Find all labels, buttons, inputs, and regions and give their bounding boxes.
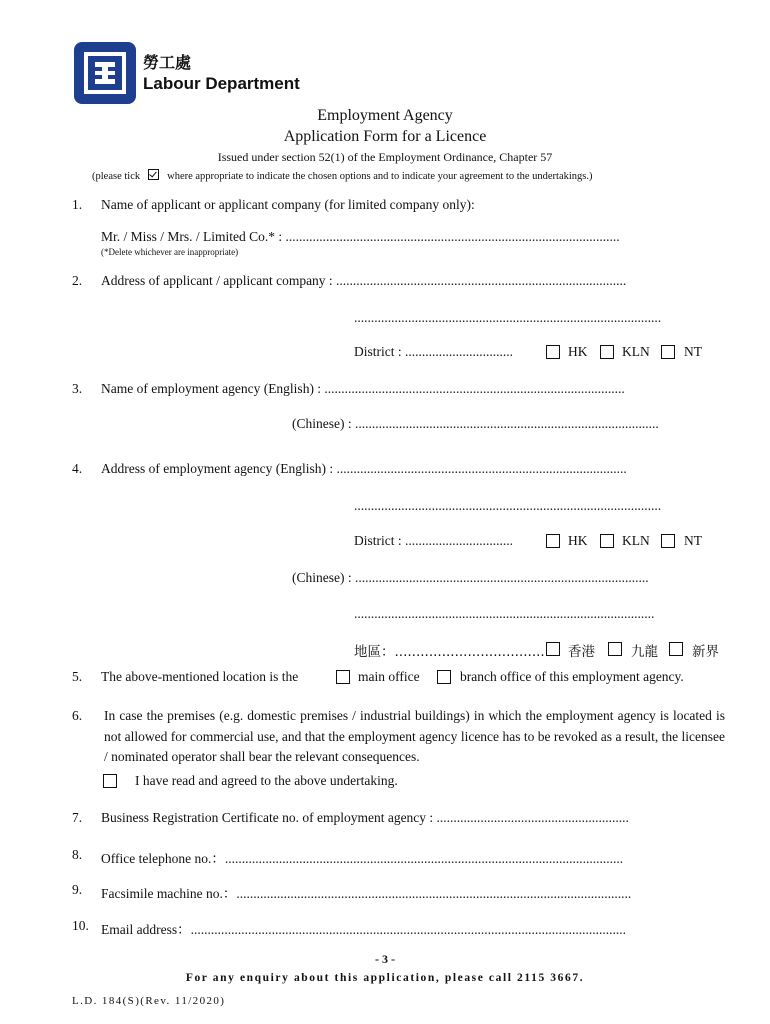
q4-cn-kln-label: 九龍 [631, 644, 658, 660]
undertaking-agree-label: I have read and agreed to the above undertaking. [135, 773, 398, 788]
org-name-english: Labour Department [143, 74, 300, 93]
q4-kln-label: KLN [622, 533, 650, 548]
q1-label: Name of applicant or applicant company (for limited company only): [101, 197, 475, 212]
q2-nt-label: NT [684, 344, 702, 359]
tick-example-icon [148, 169, 159, 180]
form-issued-under: Issued under section 52(1) of the Employment Ordinance, Chapter 57 [217, 150, 553, 164]
applicant-address-line2[interactable]: ........................................................................................... [354, 310, 662, 325]
q3-number: 3. [72, 381, 83, 396]
br-certificate-field[interactable]: Business Registration Certificate no. of employment agency : ......................................................... [101, 810, 629, 825]
q4-nt-checkbox[interactable] [661, 534, 675, 548]
q1-note: (*Delete whichever are inappropriate) [101, 247, 239, 257]
q1-number: 1. [72, 197, 83, 212]
applicant-district-field[interactable]: District : ................................ [354, 344, 513, 359]
q6-undertaking-text: In case the premises (e.g. domestic premises / industrial buildings) in which the employment agency is located is not allowed for commercial use, and that the employment agency licence has to be revoked as a result, the licensee / nominated operator shall bear the relevant consequences. [104, 708, 725, 764]
q2-kln-label: KLN [622, 344, 650, 359]
agency-address-chinese-field[interactable]: (Chinese) : ....................................................................................... [292, 570, 649, 585]
q7-number: 7. [72, 810, 83, 825]
form-code: L.D. 184(S)(Rev. 11/2020) [72, 995, 226, 1007]
tick-instruction-prefix: (please tick [92, 171, 141, 182]
q2-hk-label: HK [568, 344, 588, 359]
labour-department-logo [74, 42, 136, 104]
page-number: - 3 - [375, 952, 395, 966]
q4-hk-label: HK [568, 533, 588, 548]
branch-office-checkbox[interactable] [437, 670, 451, 684]
agency-district-chinese-field[interactable]: 地區：................................... [354, 644, 545, 660]
main-office-checkbox[interactable] [336, 670, 350, 684]
q4-cn-hk-label: 香港 [568, 644, 595, 660]
q8-number: 8. [72, 847, 83, 862]
q4-kln-checkbox[interactable] [600, 534, 614, 548]
branch-office-label: branch office of this employment agency. [460, 669, 684, 684]
agency-name-chinese-field[interactable]: (Chinese) : .......................................................................................... [292, 416, 659, 431]
agency-address-chinese-line2[interactable]: ......................................................................................... [354, 606, 655, 621]
agency-district-field[interactable]: District : ................................ [354, 533, 513, 548]
q4-number: 4. [72, 461, 83, 476]
q4-nt-label: NT [684, 533, 702, 548]
agency-address-english-line2[interactable]: ........................................................................................... [354, 498, 662, 513]
agency-address-english-field[interactable]: Address of employment agency (English) : ...................................................................................... [101, 461, 627, 476]
q2-kln-checkbox[interactable] [600, 345, 614, 359]
tick-instruction-suffix: where appropriate to indicate the chosen options and to indicate your agreement to the undertakings.) [167, 171, 593, 182]
q2-hk-checkbox[interactable] [546, 345, 560, 359]
q4-cn-hk-checkbox[interactable] [546, 642, 560, 656]
q9-number: 9. [72, 882, 83, 897]
enquiry-line: For any enquiry about this application, please call 2115 3667. [185, 972, 585, 984]
form-title-line1: Employment Agency [317, 107, 453, 124]
q5-label: The above-mentioned location is the [101, 669, 299, 684]
agency-name-english-field[interactable]: Name of employment agency (English) : ......................................................................................... [101, 381, 625, 396]
main-office-label: main office [358, 669, 420, 684]
tick-instruction [92, 169, 593, 182]
q4-hk-checkbox[interactable] [546, 534, 560, 548]
org-name-chinese: 勞工處 [143, 53, 192, 72]
q2-nt-checkbox[interactable] [661, 345, 675, 359]
applicant-name-field[interactable]: Mr. / Miss / Mrs. / Limited Co.* : ................................................................................................... [101, 229, 620, 244]
email-address-field[interactable]: Email address：................................................................................................................................. [101, 922, 626, 937]
q4-cn-nt-label: 新界 [692, 644, 719, 660]
q2-number: 2. [72, 273, 83, 288]
applicant-address-field[interactable]: Address of applicant / applicant company : ...................................................................................... [101, 273, 627, 288]
fax-number-field[interactable]: Facsimile machine no.：..................................................................................................................... [101, 886, 632, 901]
undertaking-agree-checkbox[interactable] [103, 774, 117, 788]
q4-cn-nt-checkbox[interactable] [669, 642, 683, 656]
form-title-line2: Application Form for a Licence [283, 128, 487, 145]
q4-cn-kln-checkbox[interactable] [608, 642, 622, 656]
office-telephone-field[interactable]: Office telephone no.：...................................................................................................................... [101, 851, 624, 866]
q10-number: 10. [72, 918, 89, 933]
q5-number: 5. [72, 669, 83, 684]
q6-number: 6. [72, 708, 83, 723]
